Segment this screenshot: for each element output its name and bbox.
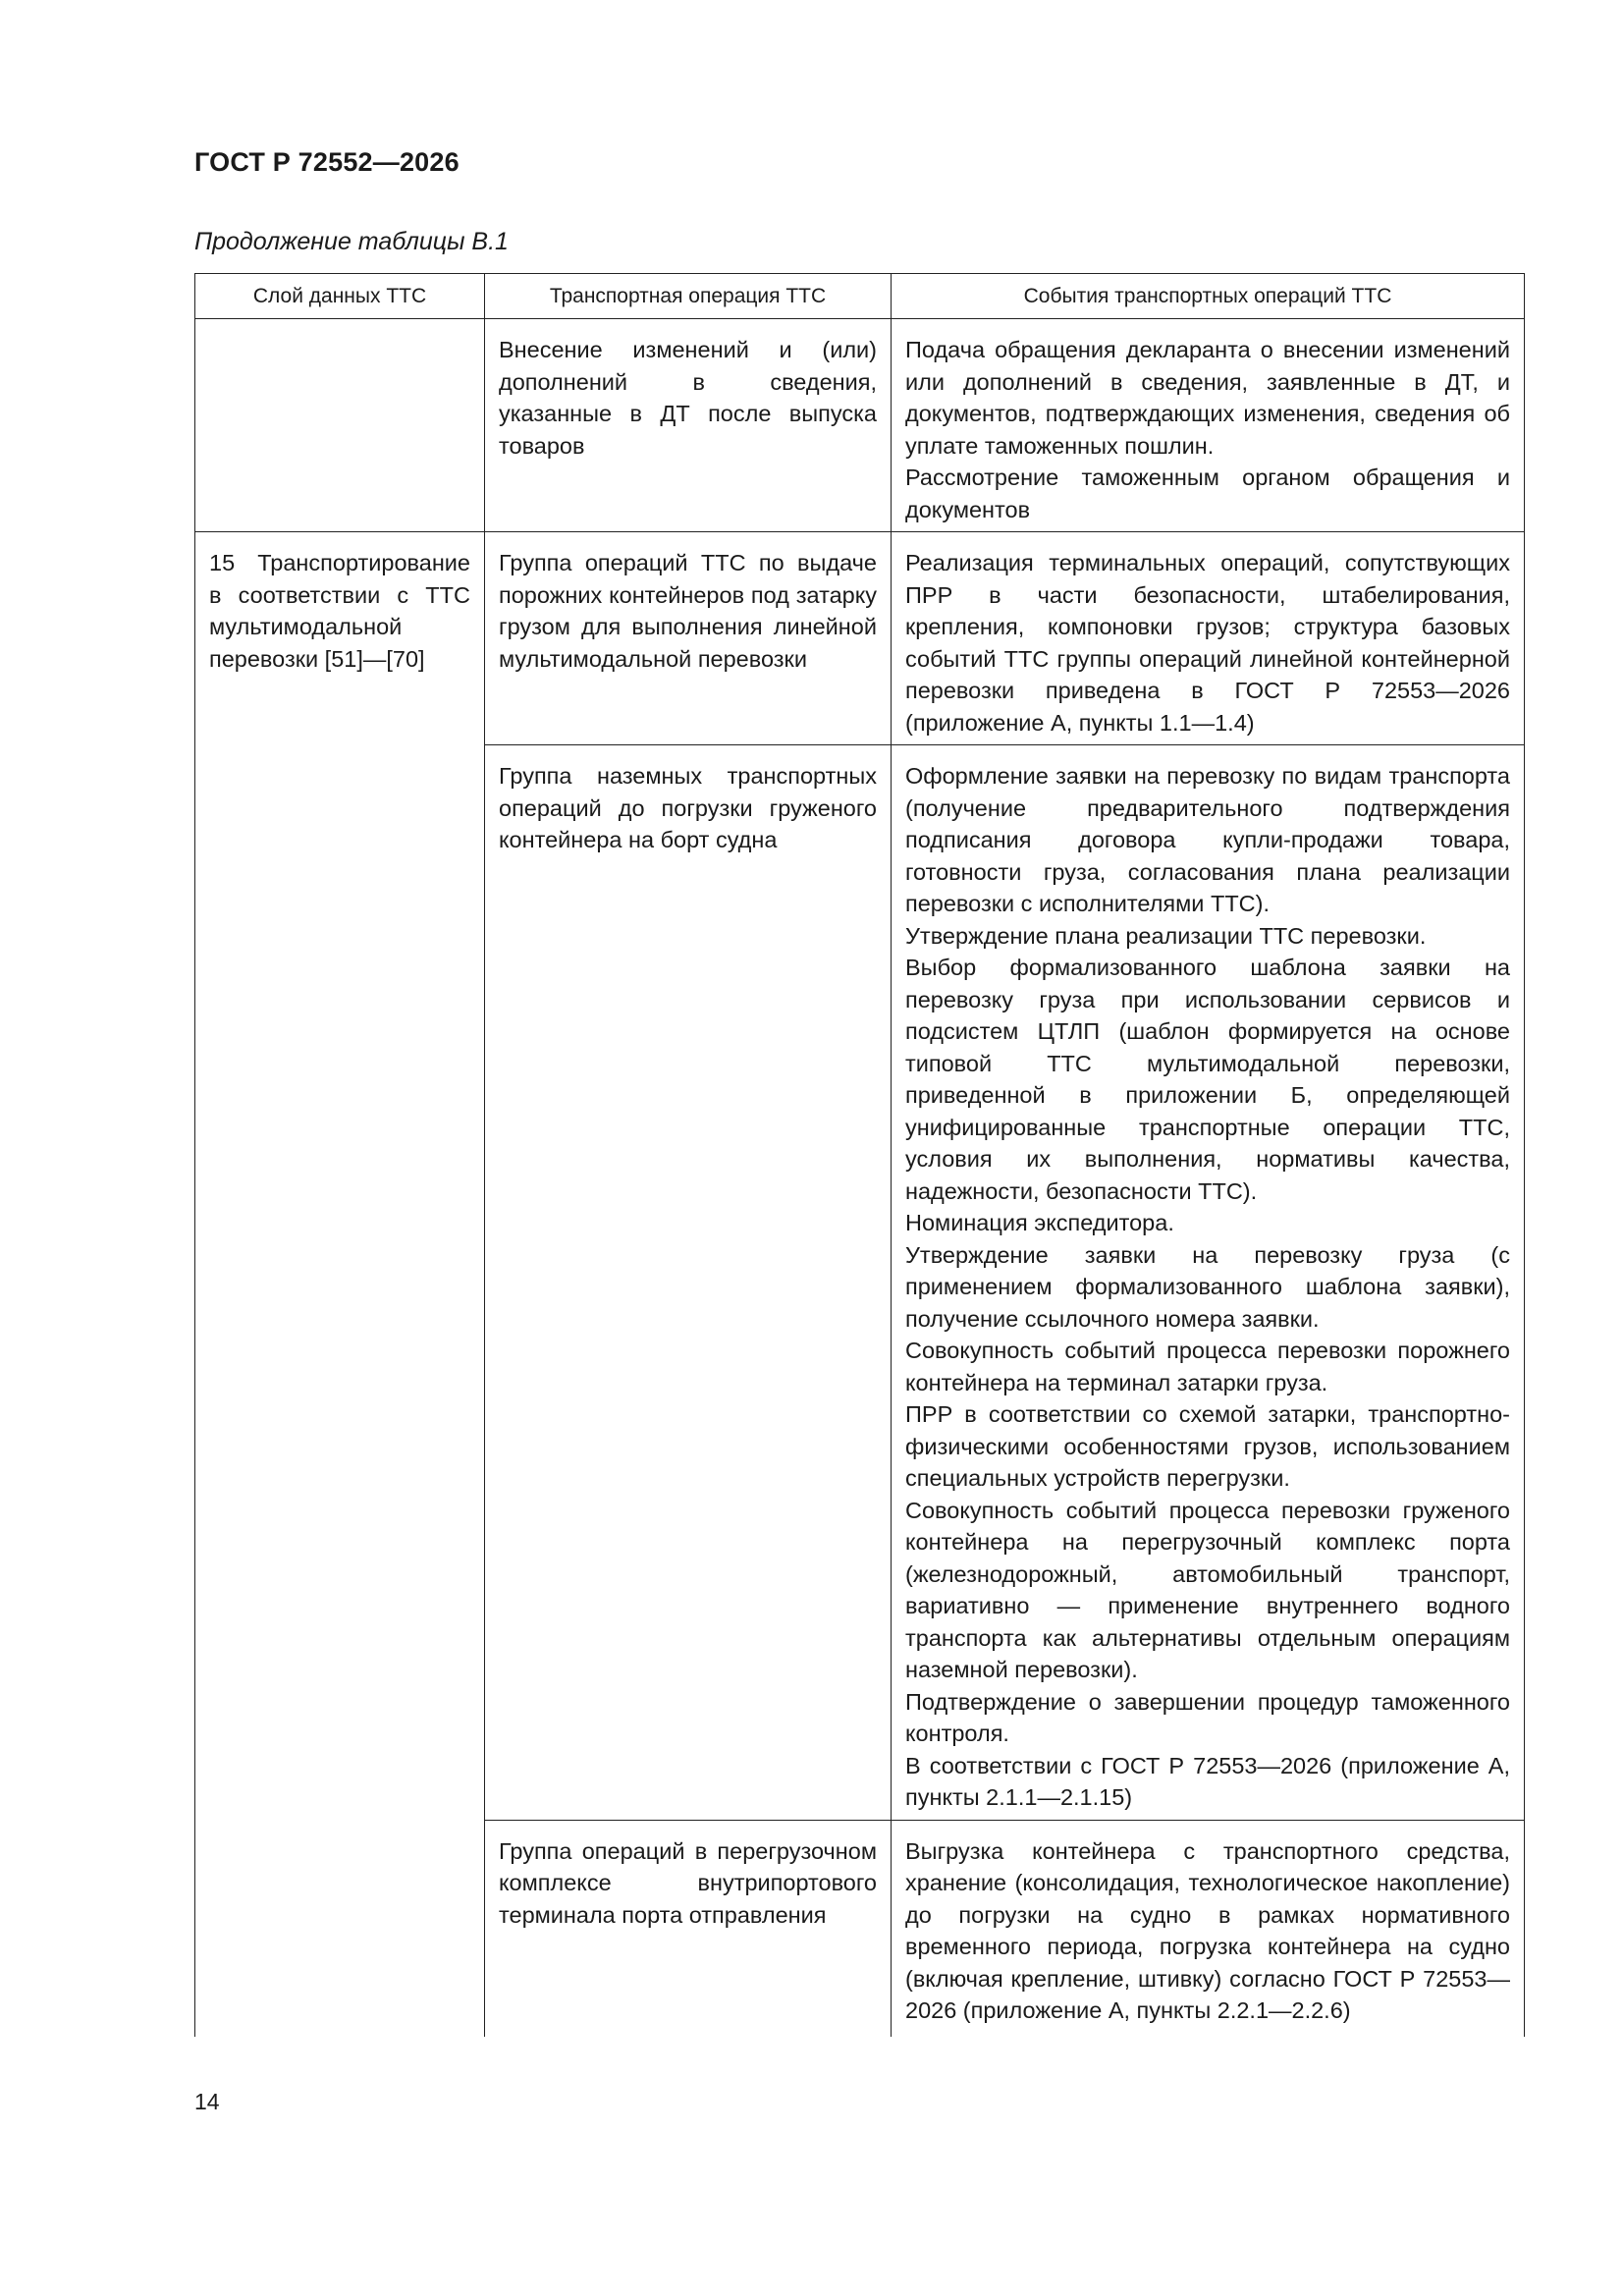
event-text: Номинация экспедитора. — [905, 1210, 1174, 1235]
event-text: Оформление заявки на перевозку по видам транспорта (получение предварительного подтверждения подписания договора купли-продажи товара, готовности груза, согласования плана реализации перевозки с исполнителями ТТС). — [905, 763, 1510, 916]
cell-operation: Группа наземных транспортных операций до погрузки груженого контейнера на борт судна — [485, 745, 892, 1821]
cell-events — [892, 1820, 1525, 2037]
data-table — [194, 273, 1525, 2037]
event-text: Утверждение плана реализации ТТС перевозки. — [905, 922, 1427, 949]
cell-events — [892, 745, 1525, 1821]
table-container — [194, 273, 1524, 2037]
cell-events — [892, 532, 1525, 745]
event-text: Совокупность событий процесса перевозки порожнего контейнера на терминал затарки груза. — [905, 1338, 1510, 1395]
event-text: Утверждение заявки на перевозку груза (с применением формализованного шаблона заявки), получение ссылочного номера заявки. — [905, 1241, 1510, 1332]
cell-layer — [195, 319, 485, 532]
column-header-layer: Слой данных ТТС — [195, 274, 485, 319]
event-text: Подтверждение о завершении процедур таможенного контроля. — [905, 1688, 1510, 1746]
cell-operation: Группа операций в перегрузочном комплексе внутрипортового терминала порта отправления — [485, 1820, 892, 2037]
table-caption: Продолжение таблицы В.1 — [194, 228, 509, 255]
event-text: Подача обращения декларанта о внесении изменений или дополнений в сведения, заявленные в ДТ, и документов, подтверждающих изменения, сведения об уплате таможенных пошлин. — [905, 337, 1510, 459]
table-header-row — [195, 274, 1525, 319]
event-text: Совокупность событий процесса перевозки груженого контейнера на перегрузочный комплекс порта (железнодорожный, автомобильный транспорт, вариативно — применение внутреннего водного транспорта как альтернативы отдельным операциям наземной перевозки). — [905, 1497, 1510, 1682]
cell-operation: Внесение изменений и (или) дополнений в сведения, указанные в ДТ после выпуска товаров — [485, 319, 892, 532]
page-number: 14 — [194, 2089, 220, 2114]
table-row — [195, 319, 1525, 532]
cell-operation: Группа операций ТТС по выдаче порожних контейнеров под затарку грузом для выполнения линейной мультимодальной перевозки — [485, 532, 892, 745]
column-header-operation: Транспортная операция ТТС — [485, 274, 892, 319]
event-text: Выгрузка контейнера с транспортного средства, хранение (консолидация, технологическое накопление) до погрузки на судно в рамках нормативного временного периода, погрузка контейнера на судно (включая крепление, штивку) согласно ГОСТ Р 72553—2026 (приложение А, пункты 2.2.1—2.2.6) — [905, 1837, 1510, 2023]
document-code: ГОСТ Р 72552—2026 — [194, 147, 460, 177]
table-row — [195, 532, 1525, 745]
cell-layer: 15 Транспортирование в соответствии с ТТС мультимодальной перевозки [51]—[70] — [195, 532, 485, 2037]
event-text: Выбор формализованного шаблона заявки на перевозку груза при использовании сервисов и подсистем ЦТЛП (шаблон формируется на основе типовой ТТС мультимодальной перевозки, приведенной в приложении Б, определяющей унифицированные транспортные операции ТТС, условия их выполнения, нормативы качества, надежности, безопасности ТТС). — [905, 955, 1510, 1204]
event-text: ПРР в соответствии со схемой затарки, транспортно-физическими особенностями грузов, использованием специальных устройств перегрузки. — [905, 1401, 1510, 1491]
column-header-events: События транспортных операций ТТС — [892, 274, 1525, 319]
event-text: Реализация терминальных операций, сопутствующих ПРР в части безопасности, штабелирования, крепления, компоновки грузов; структура базовых событий ТТС группы операций линейной контейнерной перевозки приведена в ГОСТ Р 72553—2026 (приложение А, пункты 1.1—1.4) — [905, 550, 1510, 736]
cell-events — [892, 319, 1525, 532]
event-text: Рассмотрение таможенным органом обращения и документов — [905, 465, 1510, 522]
event-text: В соответствии с ГОСТ Р 72553—2026 (приложение А, пункты 2.1.1—2.1.15) — [905, 1752, 1510, 1810]
